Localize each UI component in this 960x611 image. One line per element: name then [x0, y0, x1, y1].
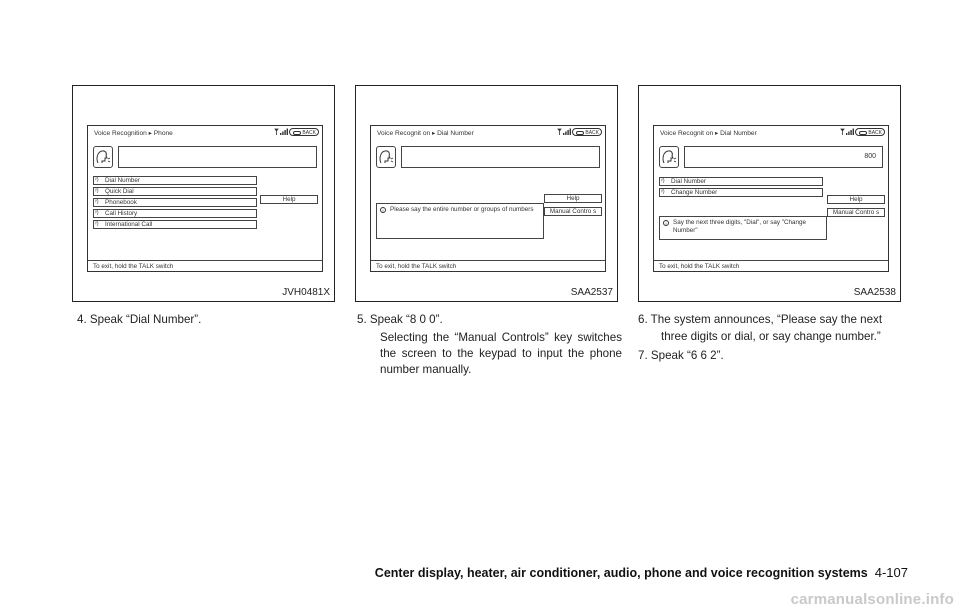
help-button[interactable]: Help [260, 195, 318, 204]
menu-item-dial-number[interactable]: ᵞ) Dial Number [659, 177, 823, 186]
number-input-field [684, 146, 883, 168]
menu-item-dial-number[interactable]: ᵞ) Dial Number [93, 176, 257, 185]
info-prompt: i Please say the entire number or groups of numbers [376, 203, 544, 239]
voice-command-icon: ᵞ) [661, 189, 665, 195]
help-button[interactable]: Help [544, 194, 602, 203]
step-5-body: Selecting the “Manual Controls” key switches the screen to the keypad to input the phone number manually. [380, 331, 622, 376]
info-icon: i [380, 207, 386, 213]
voice-head-icon [93, 146, 113, 168]
display-screen [370, 125, 606, 272]
screen-header: Voice Recognit on ▸ Dial Number [660, 130, 757, 137]
entered-digits: 800 [864, 153, 876, 160]
step-7: 7. Speak “6 6 2”. [638, 349, 724, 362]
voice-command-icon: ᵞ) [661, 178, 665, 184]
step-5: 5. Speak “8 0 0”. [357, 313, 443, 326]
signal-icon [274, 128, 288, 136]
voice-command-icon: ᵞ) [95, 199, 99, 205]
number-input-field [401, 146, 600, 168]
menu-item-call-history[interactable]: ᵞ) Call History [93, 209, 257, 218]
back-button[interactable]: BACK [289, 128, 319, 136]
figure-voice-phone-menu [72, 85, 335, 302]
screen-footer: To exit, hold the TALK switch [371, 260, 605, 271]
info-prompt: i Say the next three digits, "Dial", or say "Change Number" [659, 216, 827, 240]
section-title: Center display, heater, air conditioner, audio, phone and voice recognition systems [374, 566, 868, 580]
command-list [93, 176, 257, 231]
display-screen [87, 125, 323, 272]
page-number: 4-107 [874, 565, 908, 580]
manual-controls-button[interactable]: Manual Contro s [544, 207, 602, 216]
menu-item-change-number[interactable]: ᵞ) Change Number [659, 188, 823, 197]
number-input-field [118, 146, 317, 168]
menu-item-international-call[interactable]: ᵞ) International Call [93, 220, 257, 229]
back-button[interactable]: BACK [572, 128, 602, 136]
step-6-continued: three digits or dial, or say change number.” [661, 330, 881, 343]
manual-controls-button[interactable]: Manual Contro s [827, 208, 885, 217]
step-6: 6. The system announces, “Please say the next [638, 313, 883, 326]
back-button[interactable]: BACK [855, 128, 885, 136]
figure-dial-number-800 [638, 85, 901, 302]
step-4: 4. Speak “Dial Number”. [77, 313, 202, 326]
signal-icon [557, 128, 571, 136]
voice-head-icon [659, 146, 679, 168]
screen-header: Voice Recognition ▸ Phone [94, 130, 173, 137]
menu-item-phonebook[interactable]: ᵞ) Phonebook [93, 198, 257, 207]
screen-footer: To exit, hold the TALK switch [654, 260, 888, 271]
figure-code: JVH0481X [282, 287, 330, 298]
info-icon: i [663, 220, 669, 226]
screen-header: Voice Recognit on ▸ Dial Number [377, 130, 474, 137]
watermark: carmanualsonline.info [790, 591, 954, 608]
voice-command-icon: ᵞ) [95, 221, 99, 227]
display-screen [653, 125, 889, 272]
figure-code: SAA2537 [570, 287, 613, 298]
figure-code: SAA2538 [853, 287, 896, 298]
voice-command-icon: ᵞ) [95, 177, 99, 183]
voice-command-icon: ᵞ) [95, 188, 99, 194]
command-list [659, 177, 823, 199]
signal-icon [840, 128, 854, 136]
help-button[interactable]: Help [827, 195, 885, 204]
menu-item-quick-dial[interactable]: ᵞ) Quick Dial [93, 187, 257, 196]
voice-head-icon [376, 146, 396, 168]
figure-dial-number [355, 85, 618, 302]
voice-command-icon: ᵞ) [95, 210, 99, 216]
page-footer [375, 565, 908, 580]
screen-footer: To exit, hold the TALK switch [88, 260, 322, 271]
